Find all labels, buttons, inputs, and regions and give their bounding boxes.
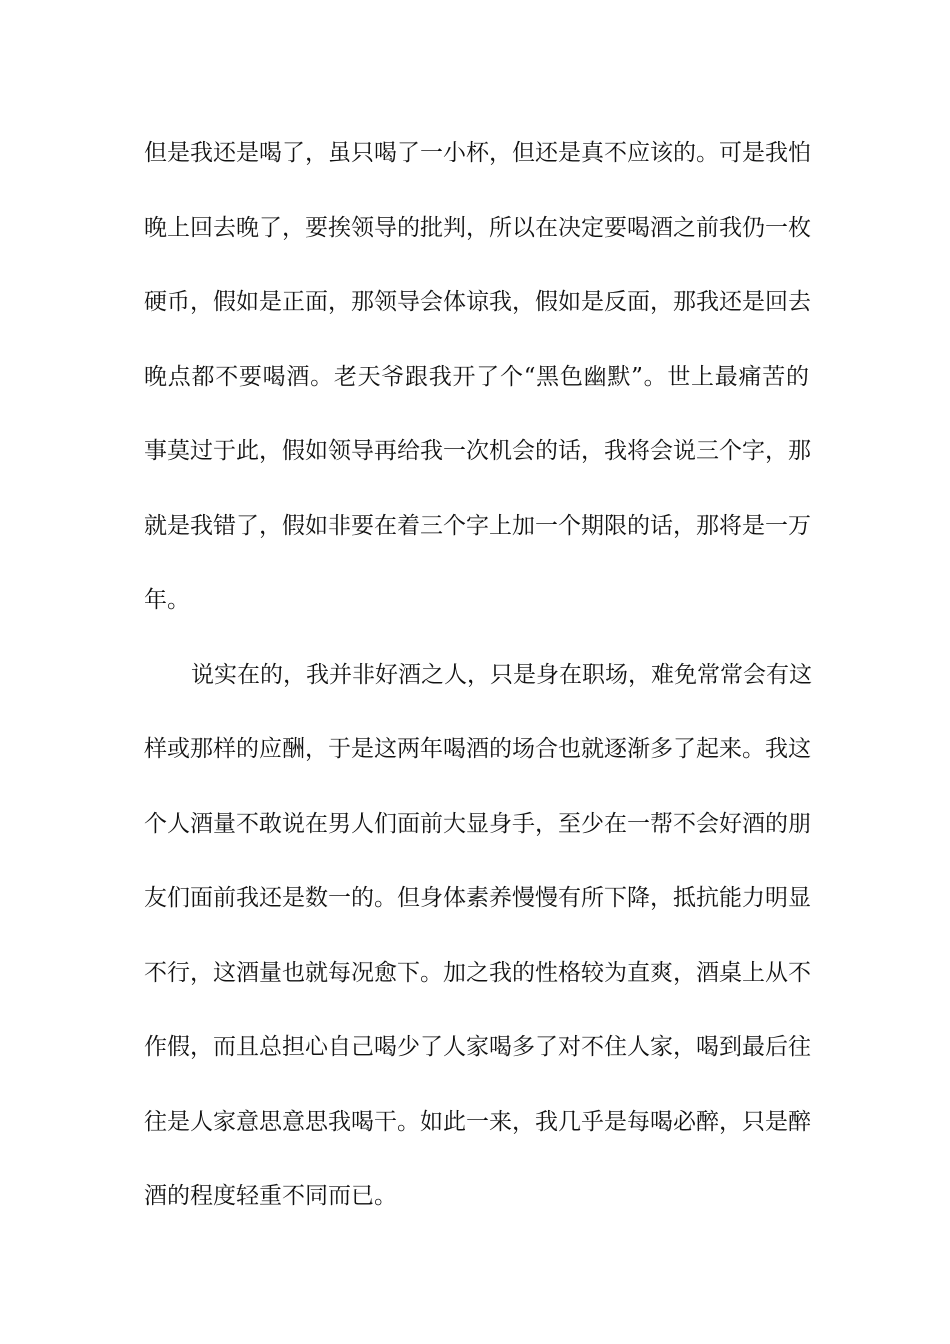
text-line: 年。 <box>144 587 190 613</box>
text-line: 往是人家意思意思我喝干。如此一来，我几乎是每喝必醉，只是醉 <box>144 1108 811 1135</box>
paragraph-1 <box>144 132 809 654</box>
text-line: 晚点都不要喝酒。老天爷跟我开了个“黑色幽默”。世上最痛苦的 <box>144 363 809 390</box>
text-line: 作假，而且总担心自己喝少了人家喝多了对不住人家，喝到最后往 <box>144 1034 811 1060</box>
text-line: 但是我还是喝了，虽只喝了一小杯，但还是真不应该的。可是我怕 <box>144 140 811 166</box>
text-line: 晚上回去晚了，要挨领导的批判，所以在决定要喝酒之前我仍一枚 <box>144 214 811 241</box>
text-line: 友们面前我还是数一的。但身体素养慢慢有所下降，抵抗能力明显 <box>144 885 811 911</box>
text-line: 就是我错了，假如非要在着三个字上加一个期限的话，那将是一万 <box>144 512 811 539</box>
text-line: 个人酒量不敢说在男人们面前大显身手，至少在一帮不会好酒的朋 <box>144 810 811 837</box>
document-body <box>144 132 812 1250</box>
text-line: 酒的程度轻重不同而已。 <box>144 1183 397 1209</box>
text-line: 不行，这酒量也就每况愈下。加之我的性格较为直爽，酒桌上从不 <box>144 959 811 986</box>
text-line: 事莫过于此，假如领导再给我一次机会的话，我将会说三个字，那 <box>144 438 811 464</box>
paragraph-2 <box>144 654 812 1250</box>
text-line: 说实在的，我并非好酒之人，只是身在职场，难免常常会有这 <box>191 661 812 688</box>
text-line: 样或那样的应酬，于是这两年喝酒的场合也就逐渐多了起来。我这 <box>144 736 811 762</box>
text-line: 硬币，假如是正面，那领导会体谅我，假如是反面，那我还是回去 <box>144 289 811 315</box>
